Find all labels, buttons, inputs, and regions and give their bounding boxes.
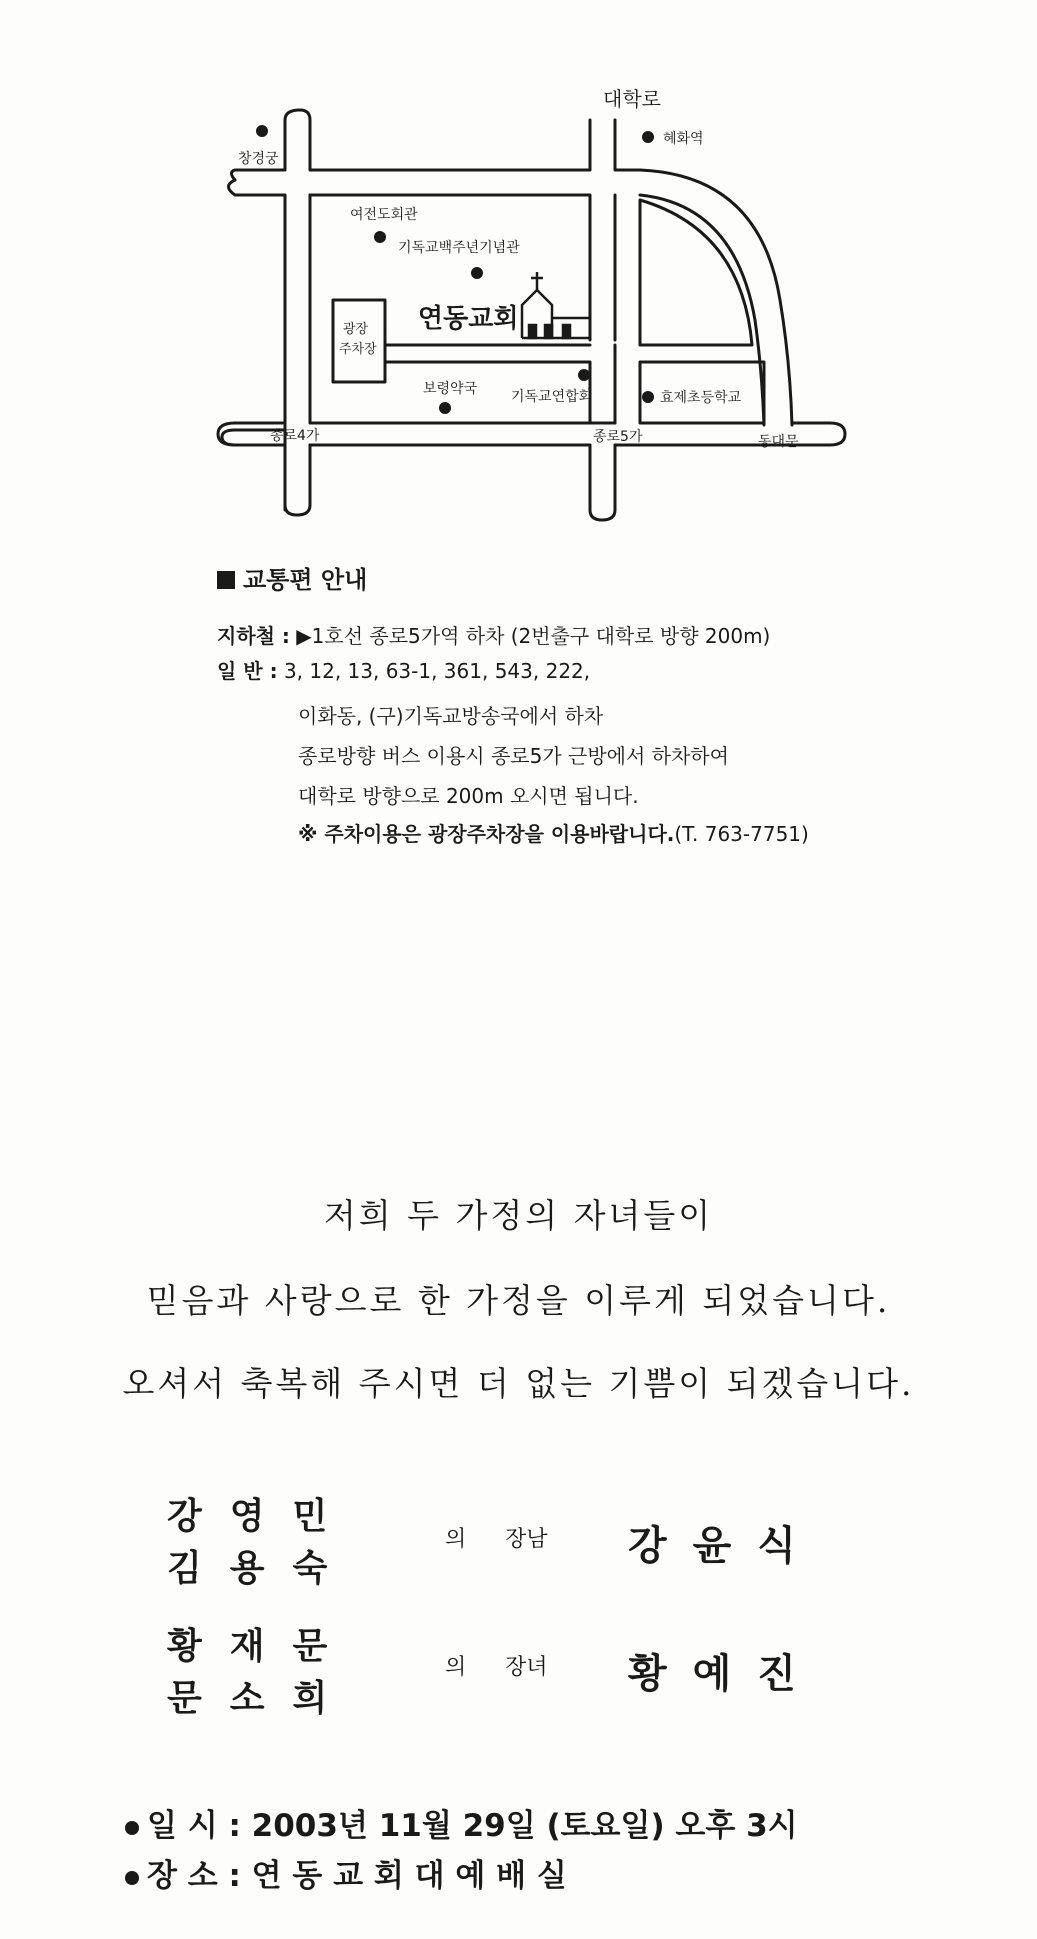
message-line-3: 오셔서 축복해 주시면 더 없는 기쁨이 되겠습니다. — [122, 1364, 915, 1403]
parking-phone: (T. 763-7751) — [674, 822, 809, 846]
transport-heading: 교통편 안내 — [217, 560, 367, 595]
map-label-christian-memorial: 기독교백주년기념관 — [398, 240, 520, 256]
bus-label: 일 반 : — [217, 659, 278, 683]
date-row — [125, 1800, 798, 1845]
map-label-jongno5: 종로5가 — [593, 429, 643, 445]
bus-line-3: 종로방향 버스 이용시 종로5가 근방에서 하차하여 — [298, 744, 729, 768]
bus-line-4: 대학로 방향으로 200m 오시면 됩니다. — [298, 784, 639, 808]
bride-name: 황예진 — [628, 1650, 822, 1697]
square-icon — [217, 571, 235, 589]
subway-label: 지하철 : — [217, 624, 290, 648]
groom-relation: 장남 — [505, 1527, 548, 1552]
map-label-changgyeonggung: 창경궁 — [238, 151, 279, 167]
map-label-dongdaemun: 동대문 — [758, 434, 799, 450]
map-label-church: 연동교회 — [418, 304, 519, 334]
location-map — [0, 0, 1037, 560]
parking-note-row — [298, 818, 809, 847]
map-label-pharmacy: 보령약국 — [423, 381, 478, 397]
groom-of: 의 — [445, 1527, 467, 1552]
groom-mother-name: 김용숙 — [167, 1547, 356, 1589]
map-label-christian-council: 기독교연합회 — [511, 389, 593, 405]
map-label-yeoncheon-hall: 여전도회관 — [350, 207, 418, 223]
groom-name: 강윤식 — [628, 1522, 822, 1569]
bus-line-1: 3, 12, 13, 63-1, 361, 543, 222, — [283, 659, 591, 683]
bus-line-2: 이화동, (구)기독교방송국에서 하차 — [298, 704, 604, 728]
message-line-2: 믿음과 사랑으로 한 가정을 이루게 되었습니다. — [146, 1281, 891, 1320]
bullet-icon — [125, 1821, 139, 1835]
parking-note: ※ 주차이용은 광장주차장을 이용바랍니다. — [298, 822, 675, 846]
bus-row — [217, 655, 590, 684]
bride-father-name: 황재문 — [167, 1625, 356, 1667]
map-label-parking-1: 광장 — [343, 322, 369, 337]
subway-row — [217, 620, 770, 649]
subway-text: ▶1호선 종로5가역 하차 (2번출구 대학로 방향 200m) — [296, 624, 771, 648]
map-label-hyoje-school: 효제초등학교 — [660, 390, 742, 406]
map-label-daehakro: 대학로 — [603, 87, 661, 111]
place-row — [125, 1850, 567, 1895]
date-value: 2003년 11월 29일 (토요일) 오후 3시 — [251, 1808, 798, 1844]
map-label-hyehwa: 혜화역 — [663, 131, 704, 147]
bride-mother-name: 문소희 — [167, 1677, 356, 1719]
map-label-parking-2: 주차장 — [339, 342, 377, 357]
map-label-jongno4: 종로4가 — [270, 428, 320, 444]
bullet-icon — [125, 1871, 139, 1885]
place-value: 연 동 교 회 대 예 배 실 — [251, 1858, 567, 1894]
bride-relation: 장녀 — [505, 1655, 548, 1680]
date-label: 일 시 : — [147, 1808, 241, 1844]
groom-father-name: 강영민 — [167, 1495, 356, 1537]
bride-of: 의 — [445, 1655, 467, 1680]
message-line-1: 저희 두 가정의 자녀들이 — [323, 1196, 714, 1235]
place-label: 장 소 : — [147, 1858, 241, 1894]
